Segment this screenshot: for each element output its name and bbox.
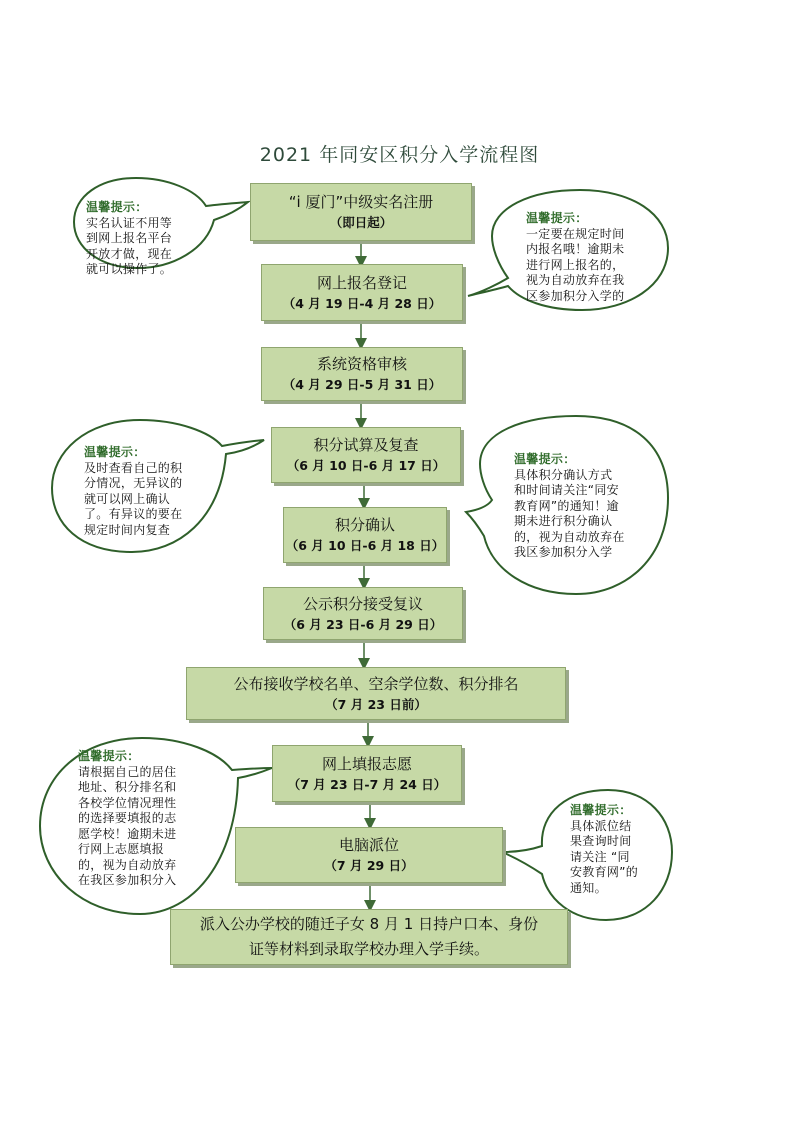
- tip-4-text: [514, 452, 654, 564]
- tip-4-line: 期未进行积分确认: [514, 514, 613, 528]
- step-6-publicity: [263, 587, 463, 640]
- tip-6-line: 请关注 “同: [570, 849, 630, 864]
- tip-2-title: 温馨提示：: [526, 211, 588, 225]
- tip-5-title: 温馨提示：: [78, 749, 140, 763]
- tip-6-title: 温馨提示：: [570, 803, 632, 817]
- tip-4-line: 的，视为自动放弃在: [514, 529, 625, 544]
- step-6-label: 公示积分接受复议: [302, 594, 423, 613]
- step-9-computer-assignment: [235, 827, 503, 883]
- step-7-label: 公布接收学校名单、空余学位数、积分排名: [233, 674, 519, 693]
- tip-2-line: 视为自动放弃在我: [526, 273, 625, 287]
- step-10-enrollment: [170, 909, 568, 965]
- tip-5-line: 的，视为自动放弃: [78, 857, 177, 872]
- tip-1-line: 开放才做，现在: [86, 246, 173, 261]
- tip-5-line: 在我区参加积分入: [78, 873, 177, 887]
- step-4-date: （6 月 10 日-6 月 17 日）: [286, 458, 446, 473]
- tip-3-text: [84, 445, 220, 541]
- step-2-date: （4 月 19 日-4 月 28 日）: [282, 295, 442, 311]
- step-1-registration: [250, 183, 472, 241]
- page-title: 2021 年同安区积分入学流程图: [259, 144, 540, 166]
- tip-5-line: 愿学校！逾期未进: [78, 826, 177, 841]
- tip-5-line: 请根据自己的居住: [78, 764, 177, 779]
- tip-4-line: 具体积分确认方式: [514, 467, 613, 482]
- tip-4-line: 教育网”的通知！逾: [514, 498, 619, 513]
- tip-6-line: 安教育网”的: [570, 865, 639, 879]
- step-1-label: “i 厦门”中级实名注册: [288, 193, 434, 211]
- step-9-label: 电脑派位: [338, 836, 399, 854]
- step-10-line-1: 派入公办学校的随迁子女 8 月 1 日持户口本、身份: [199, 915, 539, 933]
- tip-6-line: 通知。: [570, 880, 607, 895]
- tip-2-line: 区参加积分入学的: [526, 288, 625, 303]
- tip-1-line: 到网上报名平台: [86, 231, 173, 245]
- step-8-fill-preferences: [272, 745, 462, 802]
- tip-2-line: 进行网上报名的，: [526, 257, 625, 272]
- step-7-date: （7 月 23 日前）: [325, 696, 427, 712]
- tip-5-line: 各校学位情况理性: [78, 795, 177, 810]
- tip-1-line: 就可以操作了。: [86, 262, 173, 276]
- tip-3-line: 了。有异议的要在: [84, 507, 183, 521]
- step-3-label: 系统资格审核: [316, 355, 407, 373]
- step-9-date: （7 月 29 日）: [324, 858, 414, 873]
- tip-5-text: [78, 749, 212, 887]
- step-8-date: （7 月 23 日-7 月 24 日）: [287, 776, 447, 792]
- step-6-date: （6 月 23 日-6 月 29 日）: [283, 616, 443, 632]
- tip-5-line: 的选择要填报的志: [78, 811, 177, 825]
- step-10-line-2: 证等材料到录取学校办理入学手续。: [248, 940, 489, 958]
- step-5-label: 积分确认: [334, 516, 395, 534]
- tip-2-line: 一定要在规定时间: [526, 226, 625, 241]
- step-3-date: （4 月 29 日-5 月 31 日）: [282, 377, 442, 392]
- step-4-score-trial: [271, 427, 461, 483]
- step-2-online-signup: [261, 264, 463, 321]
- tip-4-line: 我区参加积分入学: [514, 545, 613, 559]
- tip-3-line: 规定时间内复查: [84, 522, 171, 537]
- tip-3-line: 就可以网上确认: [84, 491, 171, 506]
- tip-6-text: [570, 803, 662, 899]
- step-3-qualification-review: [261, 347, 463, 401]
- tip-1-line: 实名认证不用等: [86, 215, 173, 230]
- tip-2-line: 内报名哦！逾期未: [526, 242, 625, 256]
- step-8-label: 网上填报志愿: [321, 754, 412, 773]
- tip-3-title: 温馨提示：: [84, 445, 146, 459]
- tip-5-line: 行网上志愿填报: [78, 842, 165, 856]
- tip-1-text: [86, 200, 210, 276]
- tip-6-line: 果查询时间: [570, 834, 632, 848]
- tip-3-line: 及时查看自己的积: [84, 460, 183, 475]
- step-7-publish-list: [186, 667, 566, 720]
- step-5-date: （6 月 10 日-6 月 18 日）: [285, 538, 445, 553]
- tip-3-line: 分情况，无异议的: [84, 476, 183, 490]
- tip-2-text: [526, 211, 654, 307]
- step-2-label: 网上报名登记: [316, 273, 407, 292]
- step-4-label: 积分试算及复查: [313, 436, 419, 454]
- tip-5-line: 地址、积分排名和: [78, 780, 177, 794]
- tip-4-title: 温馨提示：: [514, 452, 576, 466]
- step-5-score-confirm: [283, 507, 447, 563]
- tip-1-title: 温馨提示：: [86, 200, 148, 214]
- tip-4-line: 和时间请关注“同安: [514, 483, 619, 497]
- step-1-date: （即日起）: [329, 215, 393, 230]
- tip-6-line: 具体派位结: [570, 818, 632, 833]
